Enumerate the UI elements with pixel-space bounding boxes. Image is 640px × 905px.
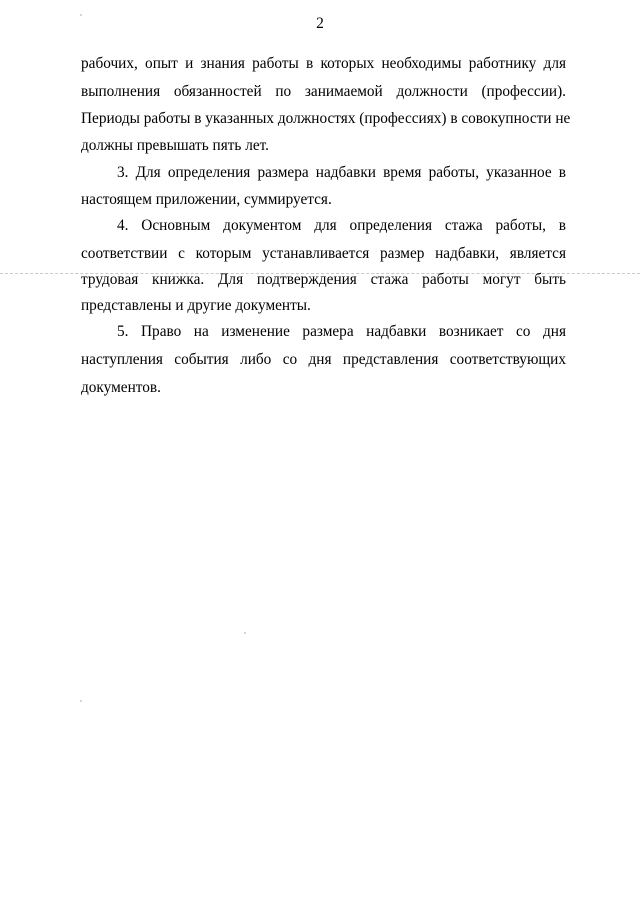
text-line: соответствии с которым устанавливается размер надбавки, является	[81, 245, 566, 262]
text-line: настоящем приложении, суммируется.	[81, 191, 332, 208]
scan-artifact-dot	[80, 14, 82, 16]
text-line: документов.	[81, 379, 161, 396]
text-line: 5. Право на изменение размера надбавки возникает со дня	[117, 323, 566, 340]
text-line: наступления события либо со дня представления соответствующих	[81, 351, 566, 368]
page-number: 2	[316, 15, 324, 32]
text-line: должны превышать пять лет.	[81, 137, 269, 154]
text-line: трудовая книжка. Для подтверждения стажа работы могут быть	[81, 271, 566, 288]
scan-artifact-dot	[244, 632, 246, 634]
text-line: представлены и другие документы.	[81, 297, 311, 314]
text-line: Периоды работы в указанных должностях (профессиях) в совокупности не	[81, 110, 571, 127]
text-line: 4. Основным документом для определения стажа работы, в	[117, 217, 566, 234]
text-line: выполнения обязанностей по занимаемой должности (профессии).	[81, 83, 566, 100]
scan-artifact-dot	[80, 700, 82, 702]
text-line: 3. Для определения размера надбавки время работы, указанное в	[117, 164, 566, 181]
text-line: рабочих, опыт и знания работы в которых необходимы работнику для	[81, 55, 566, 72]
